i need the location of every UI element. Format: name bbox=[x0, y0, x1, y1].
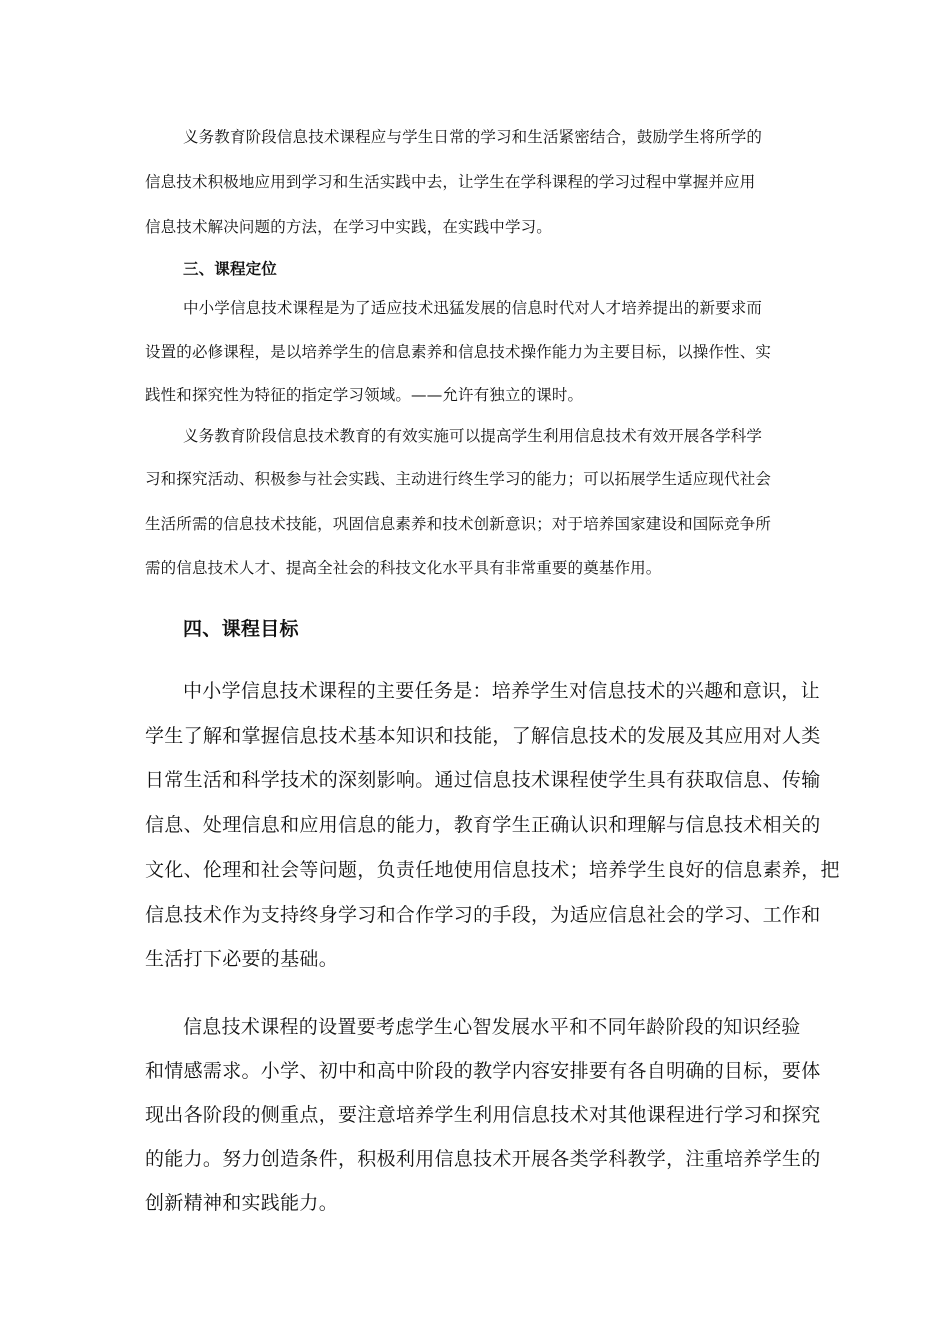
paragraph-3-line: 生活所需的信息技术技能，巩固信息素养和技术创新意识；对于培养国家建设和国际竞争所 bbox=[145, 515, 772, 533]
paragraph-3-line: 习和探究活动、积极参与社会实践、主动进行终生学习的能力；可以拓展学生适应现代社会 bbox=[145, 470, 772, 488]
paragraph-4-line: 信息技术作为支持终身学习和合作学习的手段，为适应信息社会的学习、工作和 bbox=[145, 904, 821, 926]
section-heading-4: 四、课程目标 bbox=[183, 618, 299, 640]
section-heading-3: 三、课程定位 bbox=[183, 259, 277, 278]
paragraph-2-line: 中小学信息技术课程是为了适应技术迅猛发展的信息时代对人才培养提出的新要求而 bbox=[183, 299, 763, 317]
paragraph-4-line: 学生了解和掌握信息技术基本知识和技能，了解信息技术的发展及其应用对人类 bbox=[145, 725, 821, 747]
paragraph-4-line: 文化、伦理和社会等问题，负责任地使用信息技术；培养学生良好的信息素养，把 bbox=[145, 859, 840, 881]
paragraph-5-line: 创新精神和实践能力。 bbox=[145, 1192, 339, 1214]
paragraph-2-line: 设置的必修课程，是以培养学生的信息素养和信息技术操作能力为主要目标，以操作性、实 bbox=[145, 343, 772, 361]
paragraph-5-line: 和情感需求。小学、初中和高中阶段的教学内容安排要有各自明确的目标，要体 bbox=[145, 1060, 821, 1082]
paragraph-3-line: 义务教育阶段信息技术教育的有效实施可以提高学生利用信息技术有效开展各学科学 bbox=[183, 427, 763, 445]
paragraph-5-line: 信息技术课程的设置要考虑学生心智发展水平和不同年龄阶段的知识经验 bbox=[183, 1016, 801, 1038]
paragraph-3-line: 需的信息技术人才、提高全社会的科技文化水平具有非常重要的奠基作用。 bbox=[145, 559, 662, 577]
paragraph-5-line: 现出各阶段的侧重点，要注意培养学生利用信息技术对其他课程进行学习和探究 bbox=[145, 1104, 821, 1126]
paragraph-4-line: 生活打下必要的基础。 bbox=[145, 948, 339, 970]
paragraph-4-line: 中小学信息技术课程的主要任务是：培养学生对信息技术的兴趣和意识，让 bbox=[183, 680, 820, 702]
paragraph-1-line: 义务教育阶段信息技术课程应与学生日常的学习和生活紧密结合，鼓励学生将所学的 bbox=[183, 128, 763, 146]
paragraph-1-line: 信息技术解决问题的方法，在学习中实践，在实践中学习。 bbox=[145, 218, 552, 236]
paragraph-5-line: 的能力。努力创造条件，积极利用信息技术开展各类学科教学，注重培养学生的 bbox=[145, 1148, 821, 1170]
paragraph-2-line: 践性和探究性为特征的指定学习领域。——允许有独立的课时。 bbox=[145, 386, 584, 404]
paragraph-1-line: 信息技术积极地应用到学习和生活实践中去，让学生在学科课程的学习过程中掌握并应用 bbox=[145, 173, 756, 191]
paragraph-4-line: 信息、处理信息和应用信息的能力，教育学生正确认识和理解与信息技术相关的 bbox=[145, 814, 821, 836]
paragraph-4-line: 日常生活和科学技术的深刻影响。通过信息技术课程使学生具有获取信息、传输 bbox=[145, 769, 821, 791]
